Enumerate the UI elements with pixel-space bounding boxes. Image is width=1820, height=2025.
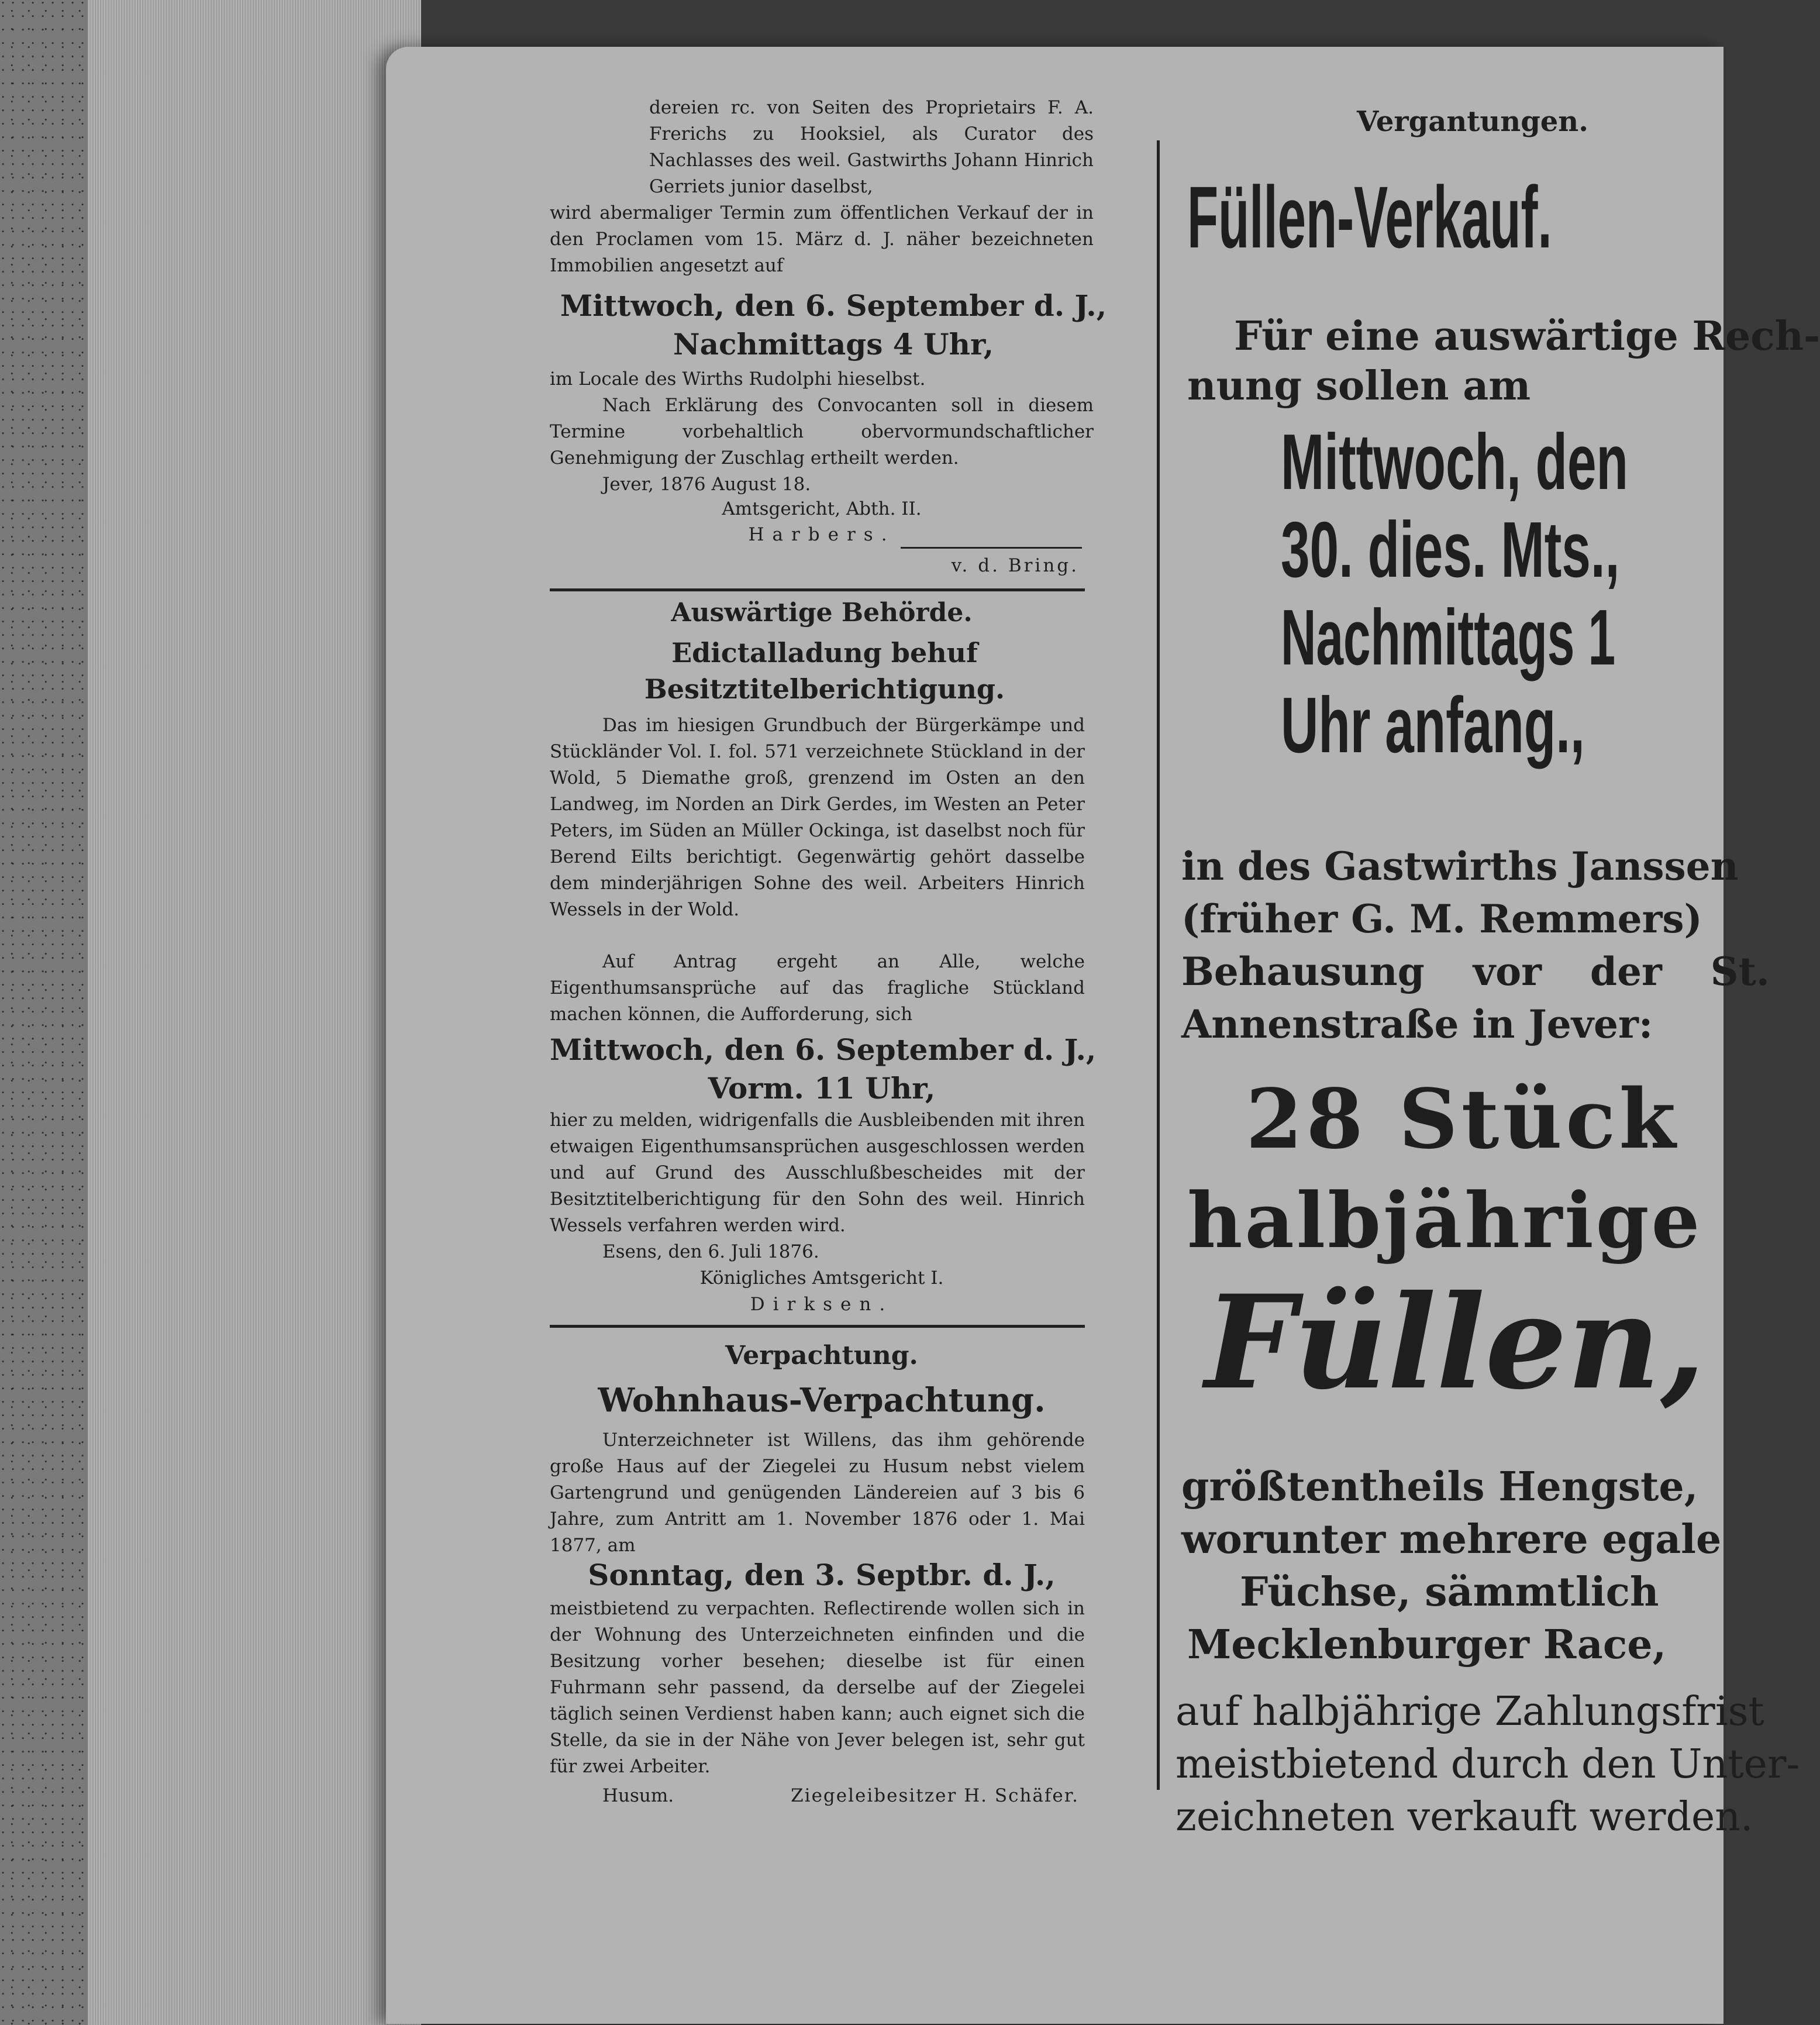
ad-line: (früher G. M. Remmers) (1181, 896, 1702, 942)
signature: Ziegeleibesitzer H. Schäfer. (791, 1785, 1079, 1806)
book-cover-edge (0, 0, 88, 2025)
ad-time-line: Uhr anfang., (1281, 681, 1585, 769)
ad-line: Für eine auswärtige Rech- (1234, 313, 1820, 360)
place-date: Jever, 1876 August 18. (602, 474, 811, 495)
place: Husum. (602, 1785, 674, 1806)
section-rule (550, 1325, 1085, 1328)
ad-line: Behausung vor der St. (1181, 949, 1770, 994)
hearing-date: Mittwoch, den 6. September d. J., (550, 1032, 1097, 1067)
ad-line: nung sollen am (1187, 363, 1531, 409)
lease-date: Sonntag, den 3. Septbr. d. J., (588, 1558, 1056, 1592)
notice-paragraph: hier zu melden, widrigenfalls die Ausbleibenden mit ihren etwaigen Eigenthumsansprüchen ausgeschlossen werden und auf Grund des Ausschlußbescheides mit der Besitztitelberichtigung für den Sohn des weil. Hinrich Wessels verfahren werden wird. (550, 1110, 1085, 1236)
column-divider (1157, 140, 1160, 1790)
headline: Füllen-Verkauf. (1187, 168, 1552, 266)
section-heading: Verpachtung. (725, 1341, 918, 1370)
notice-paragraph: Auf Antrag ergeht an Alle, welche Eigenthumsansprüche auf das fragliche Stückland machen können, die Aufforderung, sich (550, 951, 1085, 1025)
notice-paragraph: meistbietend zu verpachten. Reflectirende wollen sich in der Wohnung des Unterzeichneten einfinden und die Besitzung vorher besehen; dieselbe ist für einen Fuhrmann sehr passend, da derselbe auf der Ziegelei täglich seinen Verdienst haben kann; auch eignet sich die Stelle, da sie in der Nähe von Jever belegen ist, sehr gut für zwei Arbeiter. (550, 1598, 1085, 1777)
ad-date-line: Mittwoch, den (1281, 418, 1628, 506)
ad-line: zeichneten verkauft werden. (1176, 1794, 1753, 1840)
court-name: Amtsgericht, Abth. II. (722, 498, 922, 519)
hearing-time: Vorm. 11 Uhr, (708, 1071, 936, 1106)
ad-item-title: Füllen, (1205, 1266, 1705, 1418)
notice-paragraph: Das im hiesigen Grundbuch der Bürgerkämpe und Stückländer Vol. I. fol. 571 verzeichnete Stückland in der Wold, 5 Diemathe groß, grenzend im Osten an den Landweg, im Norden an Dirk Gerdes, im Westen an Peter Peters, im Süden an Müller Ockinga, ist daselbst noch für Berend Eilts berichtigt. Gegenwärtig gehört dasselbe dem minderjährigen Sohne des weil. Arbeiters Hinrich Wessels in der Wold. (550, 715, 1085, 920)
signature: Harbers. (748, 524, 895, 545)
ad-line: Annenstraße in Jever: (1181, 1001, 1653, 1047)
court-name: Königliches Amtsgericht I. (699, 1268, 944, 1289)
ad-item: halbjährige (1187, 1176, 1702, 1265)
ad-line: Füchse, sämmtlich (1240, 1569, 1659, 1616)
ad-quantity: 28 Stück (1246, 1072, 1680, 1168)
auction-note: Nach Erklärung des Convocanten soll in diesem Termine vorbehaltlich obervormundschaftlicher Genehmigung der Zuschlag ertheilt werden. (550, 395, 1094, 469)
place-date: Esens, den 6. Juli 1876. (602, 1241, 819, 1262)
ad-line: worunter mehrere egale (1181, 1516, 1722, 1563)
section-heading: Vergantungen. (1357, 105, 1588, 138)
ad-line: größtentheils Hengste, (1181, 1463, 1698, 1510)
ad-line: auf halbjährige Zahlungsfrist (1176, 1689, 1764, 1735)
auction-date: Mittwoch, den 6. September d. J., (560, 288, 1107, 323)
auction-place: im Locale des Wirths Rudolphi hieselbst. (550, 369, 926, 390)
signature: Dirksen. (750, 1294, 894, 1315)
ad-time-line: Nachmittags 1 (1281, 593, 1616, 681)
short-rule (901, 547, 1082, 549)
notice-title: Edictalladung behuf Besitztitelberichtigung. (644, 637, 1005, 705)
notice-intro: dereien rc. von Seiten des Proprietairs F. A. Frerichs zu Hooksiel, als Curator des Nachlasses des weil. Gastwirths Johann Hinrich Gerriets junior daselbst, (649, 97, 1094, 197)
ad-line: in des Gastwirths Janssen (1181, 843, 1739, 889)
ad-line: meistbietend durch den Unter- (1176, 1741, 1800, 1788)
ad-date-line: 30. dies. Mts., (1281, 505, 1620, 594)
ad-line: Mecklenburger Race, (1187, 1621, 1667, 1668)
notice-body: wird abermaliger Termin zum öffentlichen Verkauf der in den Proclamen vom 15. März d. J. näher bezeichneten Immobilien angesetzt auf (550, 202, 1094, 276)
section-rule (550, 588, 1085, 591)
section-heading: Auswärtige Behörde. (671, 598, 973, 628)
auction-time: Nachmittags 4 Uhr, (673, 327, 994, 361)
notice-title: Wohnhaus-Verpachtung. (598, 1381, 1046, 1420)
clerk-signature: v. d. Bring. (951, 555, 1079, 576)
right-column (1176, 0, 1820, 2025)
notice-paragraph: Unterzeichneter ist Willens, das ihm gehörende große Haus auf der Ziegelei zu Husum nebst vielem Gartengrund und genügenden Ländereien auf 3 bis 6 Jahre, zum Antritt am 1. November 1876 oder 1. Mai 1877, am (550, 1430, 1085, 1556)
